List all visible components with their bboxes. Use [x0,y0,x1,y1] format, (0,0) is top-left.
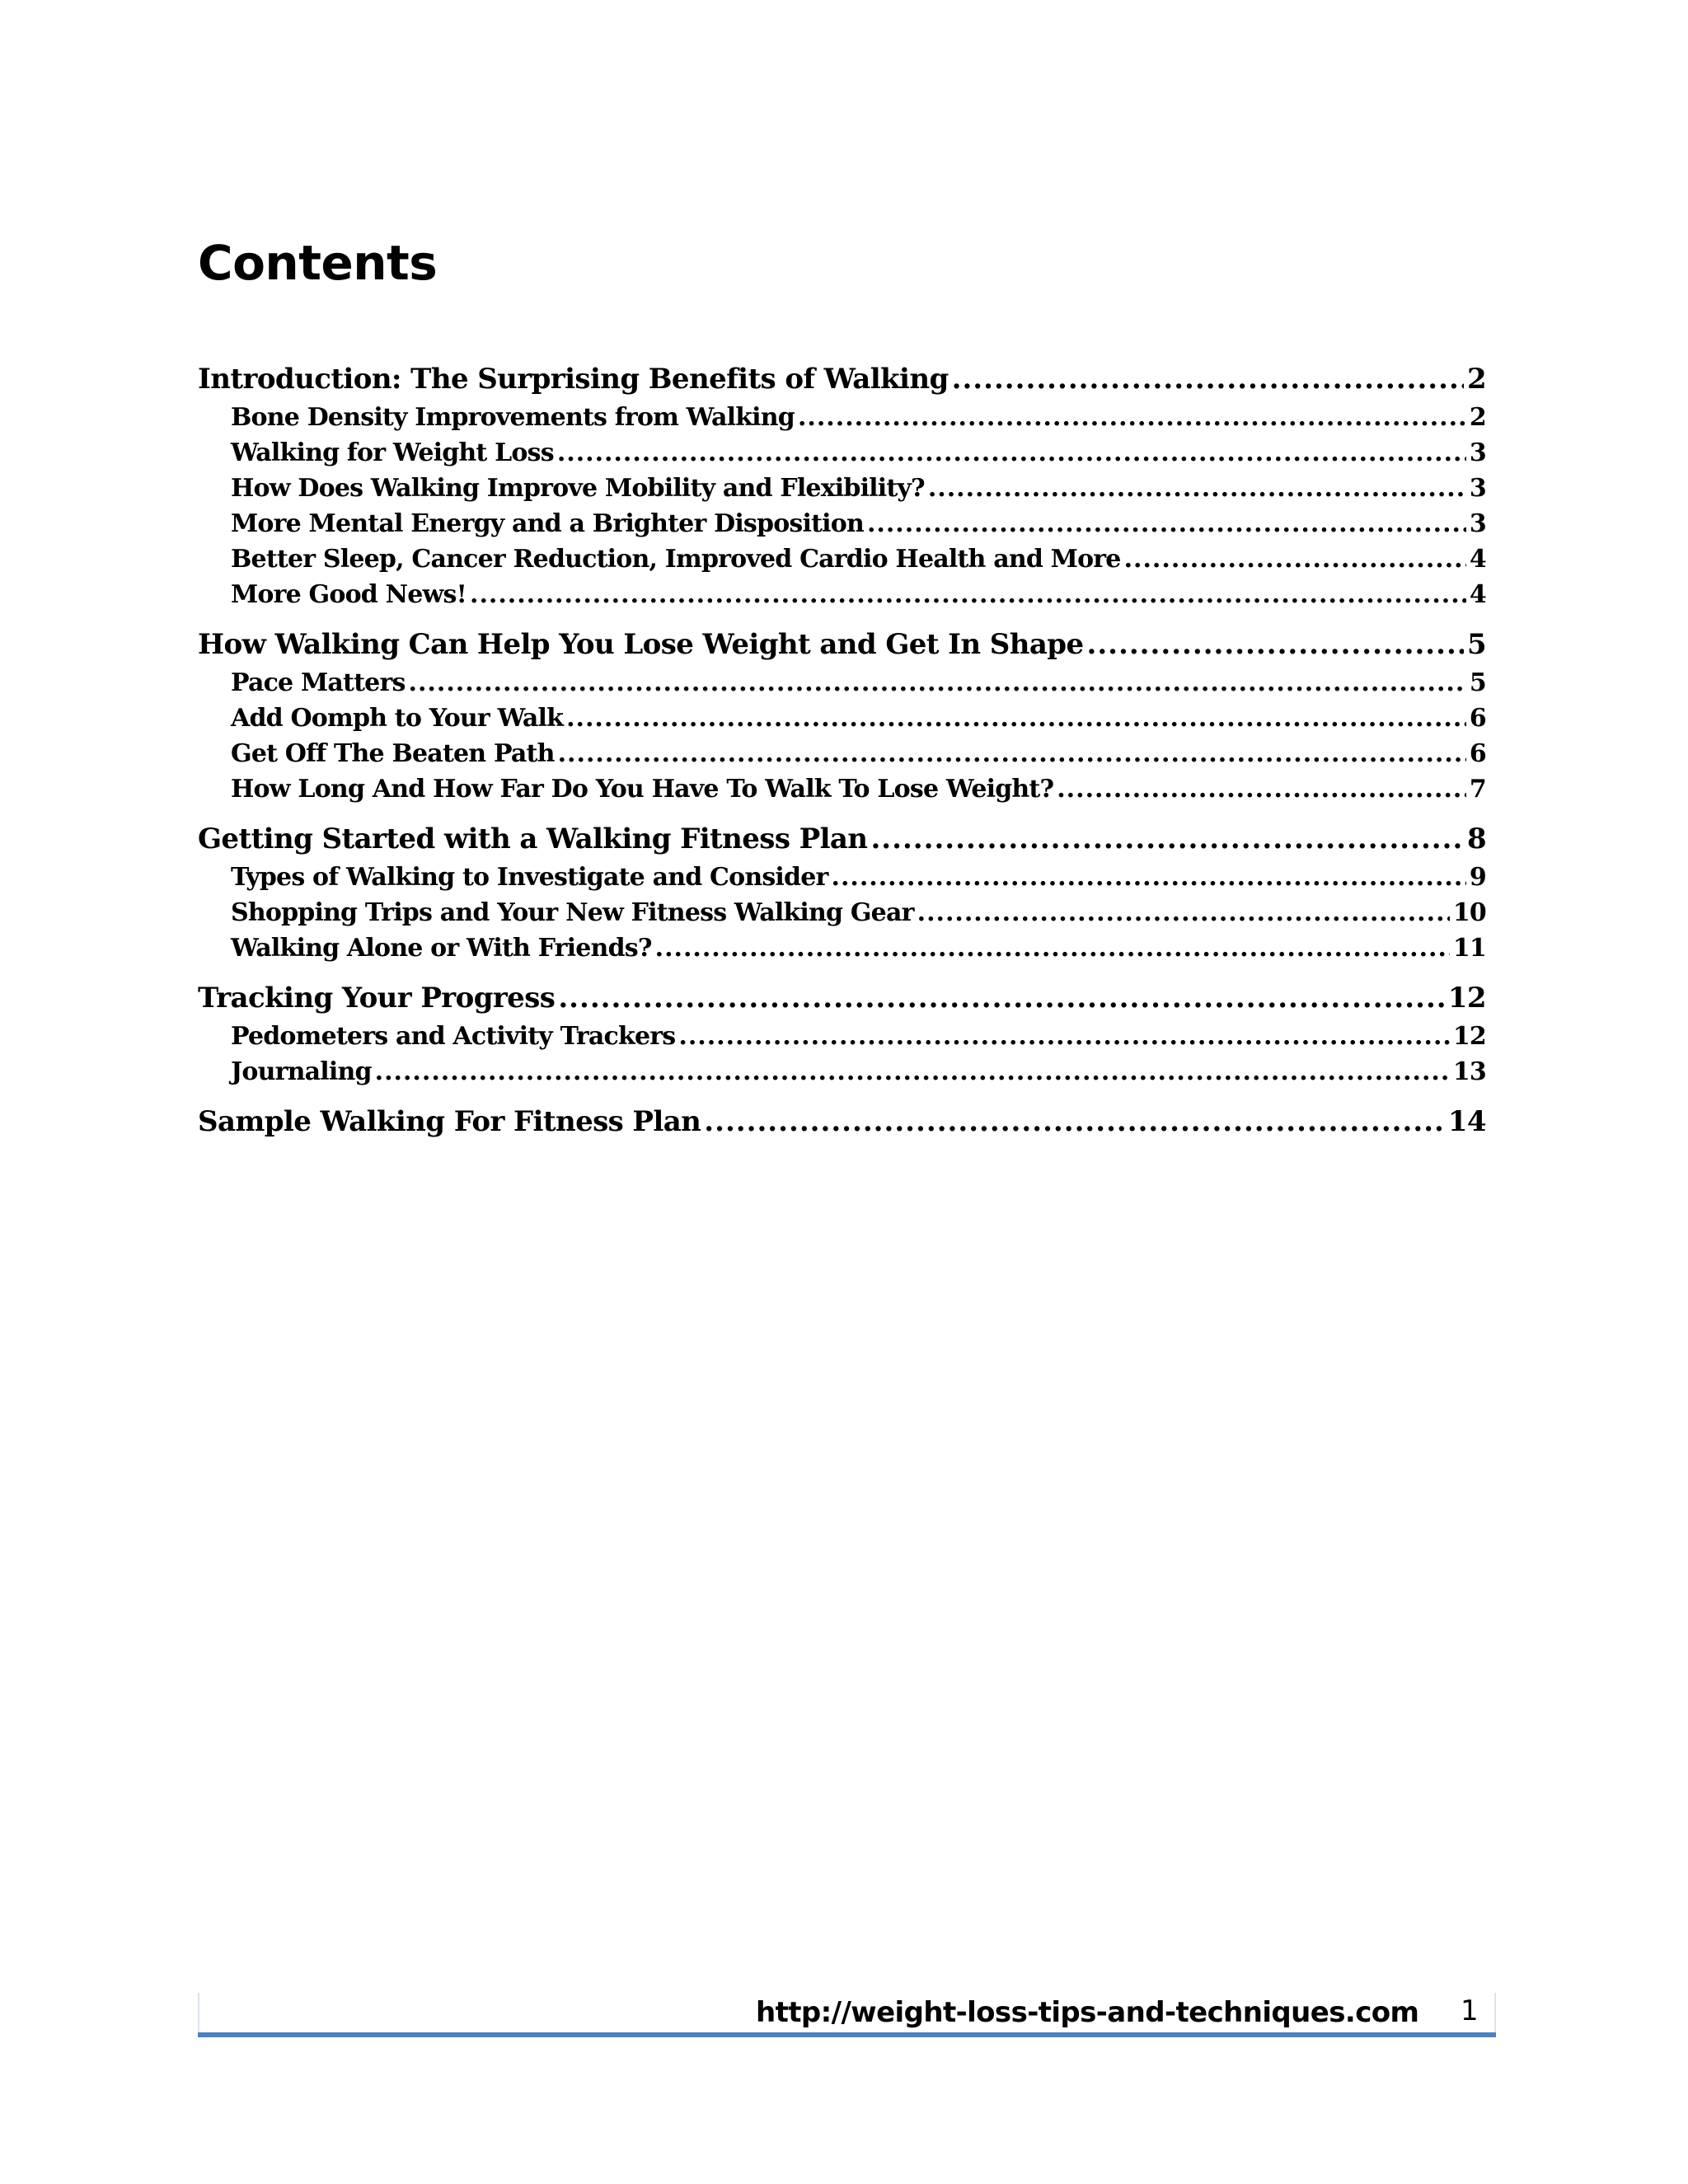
dot-leader [870,818,1464,860]
toc-subentry[interactable] [198,1019,1486,1054]
toc-section [198,977,1486,1090]
toc-entry-label: Pace Matters [231,668,406,697]
toc-subentry[interactable] [198,541,1486,577]
dot-leader [409,665,1466,701]
toc-heading-entry[interactable] [198,977,1486,1019]
toc-entry-page: 5 [1466,628,1486,661]
toc-entry-label: Shopping Trips and Your New Fitness Walking Gear [231,898,914,927]
toc-entry-label: Better Sleep, Cancer Reduction, Improved Cardio Health and More [231,545,1121,574]
footer-url[interactable]: http://weight-loss-tips-and-techniques.com [756,1996,1419,2029]
toc-section [198,818,1486,966]
dot-leader [928,471,1466,506]
toc-entry-page: 6 [1469,739,1486,768]
toc-entry-page: 11 [1452,934,1486,963]
dot-leader [704,1101,1445,1142]
toc-subentry[interactable] [198,506,1486,541]
toc-entry-label: Getting Started with a Walking Fitness Plan [198,823,868,855]
toc-subentry[interactable] [198,860,1486,895]
toc-section [198,624,1486,807]
dot-leader [655,930,1450,966]
toc-section [198,1101,1486,1142]
toc-entry-page: 6 [1469,704,1486,733]
dot-leader [952,359,1464,400]
toc-entry-page: 8 [1466,823,1486,855]
toc-subentry[interactable] [198,577,1486,612]
toc-subentry[interactable] [198,1054,1486,1090]
dot-leader [557,435,1466,471]
toc-entry-page: 9 [1469,863,1486,892]
toc-entry-label: More Good News! [231,580,467,609]
toc-entry-page: 3 [1469,474,1486,503]
dot-leader [470,577,1466,612]
toc-entry-label: Walking for Weight Loss [231,438,554,467]
toc-entry-page: 2 [1469,403,1486,432]
footer-rule [198,2032,1496,2037]
footer-left-divider [198,1993,199,2034]
toc-entry-label: Get Off The Beaten Path [231,739,555,768]
toc-entry-label: More Mental Energy and a Brighter Disposition [231,509,864,538]
page-number: 1 [1461,1994,1479,2027]
dot-leader [678,1019,1449,1054]
toc-subentry[interactable] [198,930,1486,966]
toc-entry-label: How Does Walking Improve Mobility and Flexibility? [231,474,925,503]
toc-entry-label: Sample Walking For Fitness Plan [198,1105,701,1138]
toc-section [198,359,1486,612]
toc-entry-page: 7 [1469,775,1486,804]
toc-entry-page: 4 [1469,545,1486,574]
toc-heading-entry[interactable] [198,1101,1486,1142]
toc-entry-page: 12 [1447,982,1486,1015]
toc-entry-label: Types of Walking to Investigate and Consider [231,863,828,892]
toc-entry-label: Bone Density Improvements from Walking [231,403,795,432]
toc-entry-page: 3 [1469,438,1486,467]
toc-entry-label: Journaling [231,1057,372,1086]
toc-entry-page: 12 [1452,1022,1486,1051]
dot-leader [566,701,1466,736]
dot-leader [1087,624,1464,665]
toc-entry-page: 2 [1466,363,1486,396]
page-title: Contents [198,235,438,291]
toc-heading-entry[interactable] [198,624,1486,665]
toc-subentry[interactable] [198,471,1486,506]
footer-right-divider [1494,1993,1496,2034]
toc-entry-page: 10 [1452,898,1486,927]
toc-subentry[interactable] [198,701,1486,736]
toc-entry-page: 4 [1469,580,1486,609]
dot-leader [798,400,1466,435]
toc-entry-page: 5 [1469,668,1486,697]
toc-entry-page: 3 [1469,509,1486,538]
toc-entry-label: How Walking Can Help You Lose Weight and Get In Shape [198,628,1084,661]
toc-heading-entry[interactable] [198,818,1486,860]
toc-entry-label: Pedometers and Activity Trackers [231,1022,676,1051]
toc-entry-page: 14 [1447,1105,1486,1138]
dot-leader [832,860,1466,895]
toc-entry-label: Add Oomph to Your Walk [231,704,564,733]
toc-subentry[interactable] [198,895,1486,930]
toc-entry-label: Tracking Your Progress [198,982,556,1015]
dot-leader [558,977,1445,1019]
toc-subentry[interactable] [198,736,1486,771]
dot-leader [917,895,1450,930]
toc-subentry[interactable] [198,435,1486,471]
toc-subentry[interactable] [198,771,1486,807]
toc-entry-label: How Long And How Far Do You Have To Walk To Lose Weight? [231,775,1054,804]
dot-leader [867,506,1466,541]
dot-leader [558,736,1466,771]
toc-heading-entry[interactable] [198,359,1486,400]
toc-subentry[interactable] [198,665,1486,701]
toc-subentry[interactable] [198,400,1486,435]
dot-leader [1057,771,1466,807]
table-of-contents [198,359,1486,1154]
dot-leader [1124,541,1466,577]
toc-entry-label: Walking Alone or With Friends? [231,934,652,963]
toc-entry-page: 13 [1452,1057,1486,1086]
dot-leader [375,1054,1450,1090]
toc-entry-label: Introduction: The Surprising Benefits of Walking [198,363,949,396]
